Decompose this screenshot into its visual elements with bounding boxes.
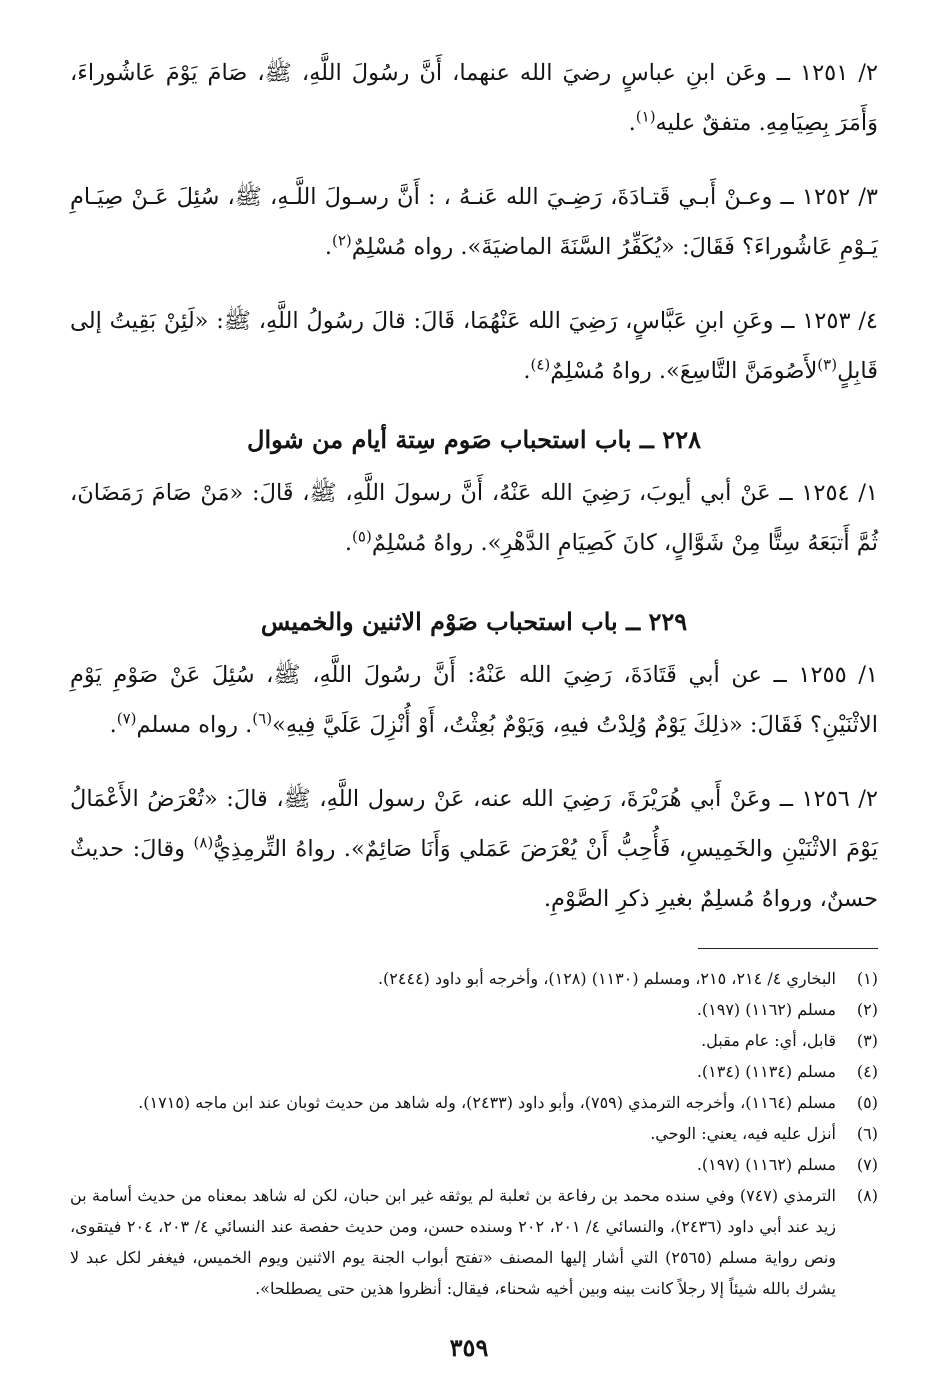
footnote-number: (٨) — [856, 1186, 878, 1205]
footnote-3 — [70, 1025, 878, 1056]
footnote-8 — [70, 1180, 878, 1304]
footnote-text: أنزل عليه فيه، يعني: الوحي. — [650, 1124, 836, 1143]
footnote-1 — [70, 963, 878, 994]
hadith-1256: ٢/ ١٢٥٦ ــ وعَنْ أَبي هُرَيْرَةَ، رَضِيَ الله عنه، عَنْ رسول اللَّهِ، ﷺ، قالَ: «تُعْرَضُ الأَعْمَالُ يَوْمَ الاثْنَيْنِ والخَمِيسِ، فَأُحِبُّ أَنْ يُعْرَضَ عَمَلي وَأَنَا صَائِمٌ». رواهُ التِّرمِذِيُّ$^{(٨)}$ وقالَ: حديثٌ حسنٌ، ورواهُ مُسلِمٌ بغيرِ ذكرِ الصَّوْمِ. — [70, 786, 878, 912]
footnote-number: (١) — [856, 969, 878, 988]
hadith-1251: ٢/ ١٢٥١ ــ وعَن ابنِ عباسٍ رضيَ الله عنهما، أَنَّ رسُولَ اللَّهِ، ﷺ، صَامَ يَوْمَ عَاشُوراءَ، وَأَمَرَ بِصِيَامِهِ. متفقٌ عليه$^{(١)}$. — [70, 60, 878, 136]
footnote-4 — [70, 1056, 878, 1087]
hadith-1254: ١/ ١٢٥٤ ــ عَنْ أبي أيوبَ، رَضِيَ الله عَنْهُ، أَنَّ رسولَ اللَّهِ، ﷺ، قَالَ: «مَنْ صَامَ رَمَضَانَ، ثُمَّ أَتبَعَهُ سِتًّا مِنْ شَوَّالٍ، كانَ كَصِيَامِ الدَّهْرِ». رواهُ مُسْلِمٌ$^{(٥)}$. — [70, 480, 879, 556]
footnote-text: البخاري ٤/ ٢١٤، ٢١٥، ومسلم (١١٣٠) (١٢٨)، وأخرجه أبو داود (٢٤٤٤). — [377, 969, 836, 988]
hadith-1255: ١/ ١٢٥٥ ــ عن أبي قَتَادَةَ، رَضِيَ الله عَنْهُ: أَنَّ رسُولَ اللَّهِ، ﷺ، سُئِلَ عَنْ صَوْمِ يَوْمِ الاثْنَيْنِ؟ فَقَالَ: «ذلِكَ يَوْمٌ وُلِدْتُ فيهِ، وَيَوْمٌ بُعِثْتُ، أَوْ أُنْزِلَ عَلَيَّ فِيهِ»$^{(٦)}$. رواه مسلم$^{(٧)}$. — [70, 662, 878, 738]
footnote-5 — [70, 1087, 878, 1118]
footnote-text: قابل، أي: عام مقبل. — [701, 1031, 836, 1050]
footnote-ref-5: (٥) — [352, 527, 372, 546]
footnote-text: الترمذي (٧٤٧) وفي سنده محمد بن رفاعة بن ثعلبة لم يوثقه غير ابن حبان، لكن له شاهد بمعناه من حديث أسامة بن زيد عند أبي داود (٢٤٣٦)، والنسائي ٤/ ٢٠١، ٢٠٢ وسنده حسن، ومن حديث حفصة عند النسائي ٤/ ٢٠٣، ٢٠٤ فيتقوى، ونص رواية مسلم (٢٥٦٥) التي أشار إليها المصنف «تفتح أبواب الجنة يوم الاثنين ويوم الخميس، فيغفر لكل عبد لا يشرك بالله شيئاً إلا رجلاً كانت بينه وبين أخيه شحناء، فيقال: أنظروا هذين حتى يصطلحا». — [70, 1186, 837, 1298]
footnote-ref-1: (١) — [635, 107, 656, 126]
footnote-number: (٣) — [856, 1031, 878, 1050]
hadith-1253: ٤/ ١٢٥٣ ــ وعَنِ ابنِ عَبَّاسٍ، رَضِيَ الله عَنْهُمَا، قَالَ: قالَ رسُولُ اللَّهِ، ﷺ: «لَئِنْ بَقِيتُ إلى قَابِلٍ$^{(٣)}$لأَصُومَنَّ التَّاسِعَ». رواهُ مُسْلِمٌ$^{(٤)}$. — [70, 308, 878, 384]
footnote-number: (٦) — [856, 1124, 878, 1143]
footnote-ref-6: (٦) — [252, 709, 273, 728]
footnote-number: (٧) — [856, 1155, 878, 1174]
footnote-2 — [70, 994, 878, 1025]
hadith-1252: ٣/ ١٢٥٢ ــ وعـنْ أَبـي قَتـادَةَ، رَضِـيَ الله عَنـهُ ، : أَنَّ رسـولَ اللَّـهِ، ﷺ، سُئِلَ عَـنْ صِيَـامِ يَـوْمِ عَاشُوراءَ؟ فَقَالَ: «يُكَفِّرُ السَّنَةَ الماضيَةَ». رواه مُسْلِمٌ$^{(٢)}$. — [70, 184, 879, 260]
chapter-heading-228: ٢٢٨ ــ باب استحباب صَوم سِتة أيام من شوال — [247, 425, 701, 454]
footnote-number: (٢) — [856, 1000, 878, 1019]
footnote-number: (٤) — [856, 1062, 878, 1081]
footnote-6 — [70, 1118, 878, 1149]
chapter-heading-229: ٢٢٩ ــ باب استحباب صَوْم الاثنين والخميس — [260, 607, 688, 636]
footnote-ref-3: (٣) — [817, 355, 838, 374]
footnote-ref-8: (٨) — [193, 833, 214, 852]
footnote-text: مسلم (١١٦٤)، وأخرجه الترمذي (٧٥٩)، وأبو داود (٢٤٣٣)، وله شاهد من حديث ثوبان عند ابن ماجه (١٧١٥). — [138, 1093, 836, 1112]
footnote-ref-2: (٢) — [331, 231, 352, 250]
footnotes-section — [70, 963, 878, 1304]
footnote-7 — [70, 1149, 878, 1180]
footnote-separator — [698, 948, 878, 949]
footnote-ref-4: (٤) — [530, 355, 551, 374]
footnote-text: مسلم (١١٦٢) (١٩٧). — [696, 1155, 836, 1174]
footnote-text: مسلم (١١٦٢) (١٩٧). — [696, 1000, 836, 1019]
footnote-ref-7: (٧) — [116, 709, 137, 728]
footnote-number: (٥) — [856, 1093, 878, 1112]
footnote-text: مسلم (١١٣٤) (١٣٤). — [696, 1062, 836, 1081]
page-number: ٣٥٩ — [449, 1333, 489, 1362]
